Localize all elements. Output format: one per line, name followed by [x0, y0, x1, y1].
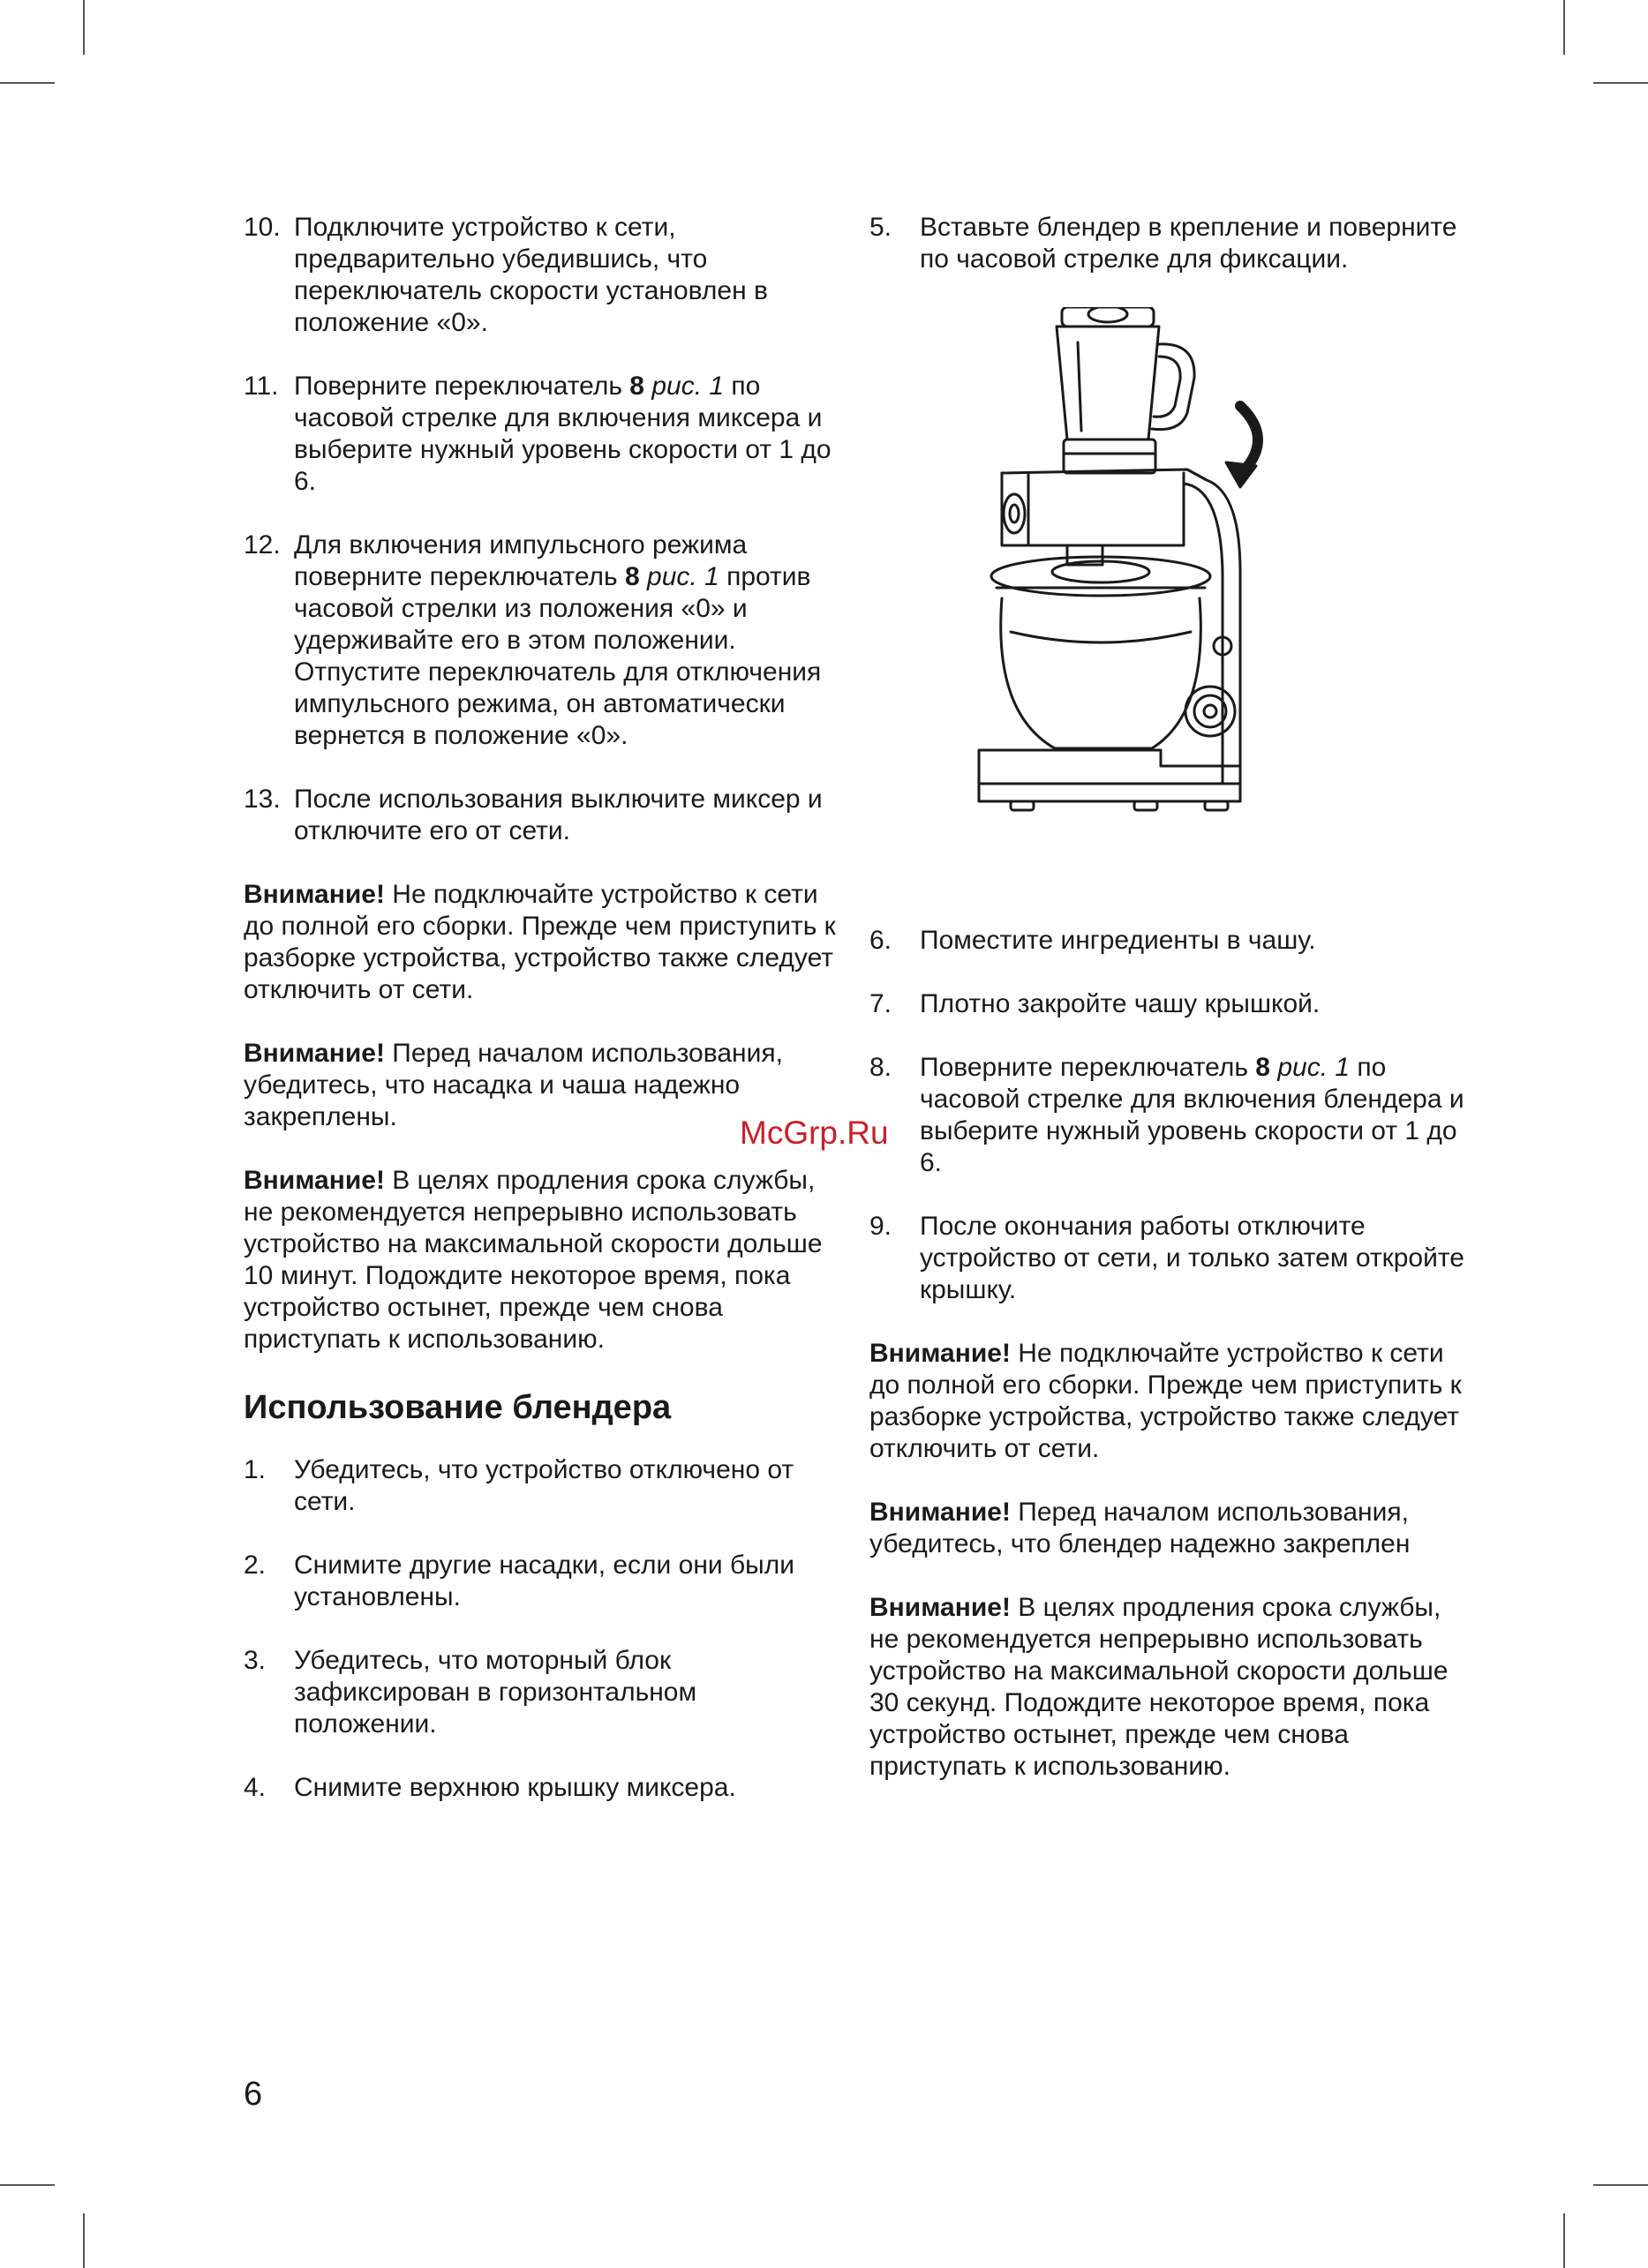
warning-label: Внимание!: [869, 1339, 1011, 1368]
item-text: по часовой стрелке для включения миксера и выберите нужный уровень скорости от 1 до 6.: [294, 372, 832, 496]
crop-mark: [83, 0, 85, 55]
warning-text: Не подключайте устройство к сети до полной его сборки. Прежде чем приступить к разборке устройства, устройство также следует отключить от сети.: [869, 1339, 1462, 1463]
item-number: 11.: [244, 372, 279, 401]
crop-mark: [1563, 0, 1565, 55]
warning-label: Внимание!: [244, 880, 385, 909]
item-text: Снимите верхнюю крышку миксера.: [294, 1773, 736, 1802]
right-column: [869, 212, 1470, 1814]
item-text: Поверните переключатель: [920, 1053, 1256, 1082]
section-heading: Использование блендера: [244, 1389, 672, 1426]
warning-text: В целях продления срока службы, не рекомендуется непрерывно использовать устройство на максимальной скорости дольше 30 секунд. Подождите некоторое время, пока устройство остынет, прежде чем снова приступать к использованию.: [869, 1593, 1449, 1781]
crop-mark: [1563, 2213, 1565, 2268]
item-text: Убедитесь, что моторный блок зафиксирован в горизонтальном положении.: [294, 1646, 697, 1739]
left-column: [244, 212, 844, 1836]
crop-mark: [0, 82, 55, 84]
crop-mark: [0, 2184, 55, 2186]
item-number: 3.: [244, 1646, 267, 1675]
item-number: 8.: [869, 1053, 892, 1082]
item-text: Убедитесь, что устройство отключено от сети.: [294, 1455, 794, 1516]
warning-label: Внимание!: [244, 1039, 385, 1068]
list-item: [869, 1211, 1470, 1306]
warning-text: Не подключайте устройство к сети до полной его сборки. Прежде чем приступить к разборке устройства, устройство также следует отключить от сети.: [244, 880, 836, 1004]
list-item: [869, 988, 1470, 1020]
crop-mark: [83, 2213, 85, 2268]
list-item: [244, 1454, 844, 1518]
item-number: 5.: [869, 213, 892, 242]
list-item: [244, 212, 844, 339]
warning-note: [869, 1497, 1470, 1560]
warning-note: [244, 879, 844, 1006]
item-bold-ref: 8: [629, 372, 644, 401]
list-item: [869, 212, 1470, 275]
warning-text: Перед началом использования, убедитесь, что насадка и чаша надежно закреплены.: [244, 1039, 783, 1131]
item-number: 7.: [869, 989, 892, 1018]
item-number: 1.: [244, 1455, 267, 1484]
list-item: [244, 784, 844, 847]
item-figure-ref: рис. 1: [1269, 1053, 1351, 1082]
item-figure-ref: рис. 1: [639, 562, 719, 591]
item-text: против часовой стрелки из положения «0» и удерживайте его в этом положении. Отпустите переключатель для отключения импульсного режима, он автоматически вернется в положение «0».: [294, 562, 822, 750]
item-figure-ref: рис. 1: [643, 372, 725, 401]
list-item: [869, 1052, 1470, 1179]
item-number: 2.: [244, 1551, 267, 1580]
warning-note: [869, 1338, 1470, 1465]
warning-label: Внимание!: [244, 1166, 385, 1195]
item-number: 6.: [869, 926, 892, 955]
list-item: [869, 925, 1470, 957]
stand-mixer-with-blender-icon: [975, 307, 1364, 925]
item-text: После использования выключите миксер и отключите его от сети.: [294, 785, 823, 845]
item-text: Поместите ингредиенты в чашу.: [920, 926, 1316, 955]
list-item: [244, 1772, 844, 1804]
item-text: Подключите устройство к сети, предварительно убедившись, что переключатель скорости установлен в положение «0».: [294, 213, 768, 337]
watermark: McGrp.Ru: [740, 1115, 889, 1151]
item-number: 4.: [244, 1773, 267, 1802]
item-number: 9.: [869, 1212, 892, 1241]
item-text: Вставьте блендер в крепление и поверните по часовой стрелке для фиксации.: [920, 213, 1457, 274]
crop-mark: [1593, 82, 1648, 84]
warning-note: [244, 1165, 844, 1356]
list-item: [244, 371, 844, 498]
item-bold-ref: 8: [1255, 1053, 1270, 1082]
list-item: [244, 1550, 844, 1613]
item-number: 10.: [244, 213, 281, 242]
page-number: 6: [244, 2076, 263, 2113]
item-text: по часовой стрелке для включения блендера и выберите нужный уровень скорости от 1 до 6.: [920, 1053, 1464, 1177]
warning-label: Внимание!: [869, 1498, 1011, 1527]
item-number: 12.: [244, 530, 281, 559]
list-item: [244, 1645, 844, 1740]
item-bold-ref: 8: [624, 562, 640, 591]
warning-label: Внимание!: [869, 1593, 1011, 1622]
item-text: Поверните переключатель: [294, 372, 630, 401]
list-item: [244, 529, 844, 752]
item-text: Для включения импульсного режима поверните переключатель: [294, 530, 748, 591]
figure: [869, 307, 1470, 925]
item-text: Снимите другие насадки, если они были установлены.: [294, 1551, 794, 1611]
item-text: После окончания работы отключите устройство от сети, и только затем откройте крышку.: [920, 1212, 1464, 1304]
warning-text: Перед началом использования, убедитесь, что блендер надежно закреплен: [869, 1498, 1411, 1558]
item-text: Плотно закройте чашу крышкой.: [920, 989, 1321, 1018]
crop-mark: [1593, 2184, 1648, 2186]
warning-note: [869, 1592, 1470, 1783]
warning-text: В целях продления срока службы, не рекомендуется непрерывно использовать устройство на максимальной скорости дольше 10 минут. Подождите некоторое время, пока устройство остынет, прежде чем снова приступать к использованию.: [244, 1166, 823, 1354]
item-number: 13.: [244, 785, 281, 814]
